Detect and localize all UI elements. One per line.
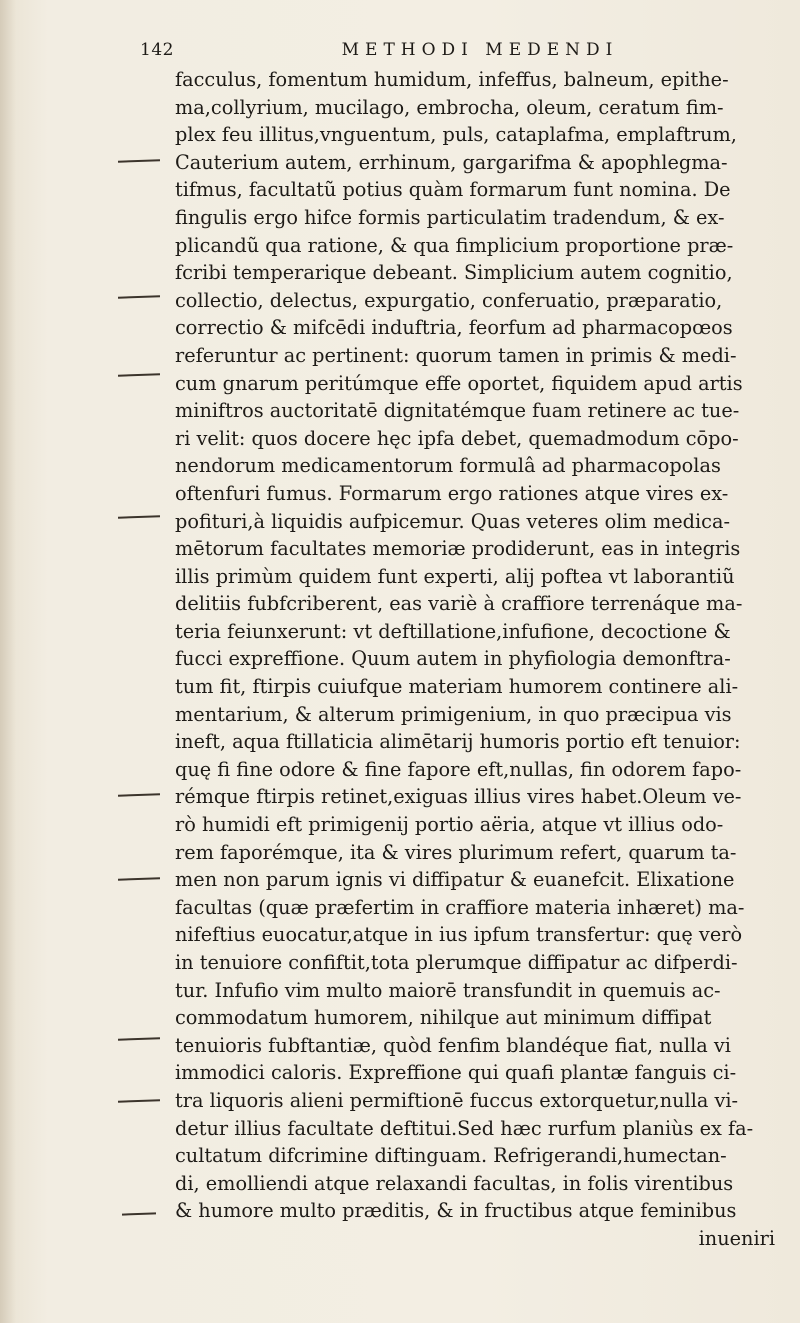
margin-rule-mark	[118, 1037, 160, 1040]
text-line: detur illius facultate deftitui.Sed hæc rurfum planiùs ex fa-	[175, 1116, 754, 1140]
text-line: quę fi fine odore & fine fapore eft,nullas, fin odorem fapo-	[175, 757, 742, 781]
text-line: commodatum humorem, nihilque aut minimum diffipat	[175, 1006, 712, 1030]
text-line: facculus, fomentum humidum, infeffus, balneum, epithe-	[175, 68, 729, 91]
margin-rule-mark	[118, 515, 160, 518]
page-header	[140, 40, 750, 66]
text-line: ri velit: quos docere hęc ipfa debet, quemadmodum cōpo-	[175, 426, 739, 450]
text-line: immodici caloris. Expreffione qui quafi plantæ fanguis ci-	[175, 1061, 737, 1085]
text-line: fcribi temperarique debeant. Simplicium autem cognitio,	[175, 261, 733, 285]
text-line: rémque ftirpis retinet,exiguas illius vires habet.Oleum ve-	[175, 785, 742, 809]
text-line: delitiis fubfcriberent, eas variè à craffiore terrenáque ma-	[175, 592, 743, 616]
text-line: men non parum ignis vi diffipatur & euanefcit. Elixatione	[175, 868, 735, 892]
text-line: oftenfuri fumus. Formarum ergo rationes atque vires ex-	[175, 481, 729, 505]
text-line: nifeftius euocatur,atque in ius ipfum transfertur: quę verò	[175, 923, 743, 947]
text-line: tra liquoris alieni permiftionē fuccus extorquetur,nulla vi-	[175, 1088, 739, 1112]
text-line: fucci expreffione. Quum autem in phyfiologia demonftra-	[175, 647, 731, 671]
text-line: plex feu illitus,vnguentum, puls, cataplafma, emplaftrum,	[175, 123, 737, 147]
margin-rule-mark	[118, 877, 160, 880]
margin-rule-mark	[118, 373, 160, 376]
text-line: mentarium, & alterum primigenium, in quo præcipua vis	[175, 702, 732, 726]
text-line: illis primùm quidem funt experti, alij poftea vt laborantiũ	[175, 564, 735, 588]
text-line: ineft, aqua ftillaticia alimētarij humoris portio eft tenuior:	[175, 730, 741, 754]
text-line: cum gnarum peritúmque effe oportet, fiquidem apud artis	[175, 371, 743, 395]
text-line: & humore multo præditis, & in fructibus atque feminibus	[175, 1199, 737, 1223]
text-line: rò humidi eft primigenij portio aëria, atque vt illius odo-	[175, 813, 724, 837]
text-line: tenuioris fubftantiæ, quòd fenfim blandéque fiat, nulla vi	[175, 1033, 731, 1057]
text-line: rem faporémque, ita & vires plurimum refert, quarum ta-	[175, 840, 737, 864]
text-line: facultas (quæ præfertim in craffiore materia inhæret) ma-	[175, 895, 745, 919]
text-line: miniftros auctoritatē dignitatémque fuam retinere ac tue-	[175, 399, 740, 423]
text-line: tifmus, facultatũ potius quàm formarum funt nomina. De	[175, 178, 731, 202]
running-title: METHODI MEDENDI	[341, 40, 619, 60]
text-line: Cauterium autem, errhinum, gargarifma & apophlegma-	[175, 150, 728, 174]
text-line: referuntur ac pertinent: quorum tamen in primis & medi-	[175, 343, 737, 367]
text-line: tur. Infufio vim multo maiorē transfundit in quemuis ac-	[175, 978, 721, 1002]
text-line: cultatum difcrimine diftinguam. Refrigerandi,humectan-	[175, 1144, 727, 1168]
text-line: mētorum facultates memoriæ prodiderunt, eas in integris	[175, 537, 741, 561]
page-gutter-shadow	[0, 0, 16, 1323]
catchword: inueniri	[698, 1226, 775, 1250]
page-number: 142	[140, 40, 174, 60]
margin-rule-mark	[118, 295, 160, 298]
margin-rule-mark	[118, 793, 160, 796]
text-line: correctio & mifcēdi induftria, feorfum ad pharmacopœos	[175, 316, 733, 340]
text-line: teria feiunxerunt: vt deftillatione,infufione, decoctione &	[175, 619, 731, 643]
body-text	[175, 66, 795, 1253]
margin-rule-mark	[118, 159, 160, 162]
text-line: in tenuiore confiftit,tota plerumque diffipatur ac difperdi-	[175, 951, 738, 974]
text-line: fingulis ergo hifce formis particulatim tradendum, & ex-	[175, 205, 725, 229]
text-line: collectio, delectus, expurgatio, conferuatio, præparatio,	[175, 288, 723, 312]
text-line: ma,collyrium, mucilago, embrocha, oleum, ceratum fim-	[175, 95, 724, 119]
text-line: pofituri,à liquidis aufpicemur. Quas veteres olim medica-	[175, 509, 730, 533]
margin-rule-mark	[118, 1099, 160, 1102]
text-line: tum fit, ftirpis cuiufque materiam humorem continere ali-	[175, 675, 739, 699]
text-line: di, emolliendi atque relaxandi facultas, in folis virentibus	[175, 1171, 734, 1195]
text-line: nendorum medicamentorum formulâ ad pharmacopolas	[175, 454, 721, 478]
text-line: plicandũ qua ratione, & qua fimplicium proportione præ-	[175, 233, 734, 257]
margin-rule-mark	[122, 1212, 156, 1215]
